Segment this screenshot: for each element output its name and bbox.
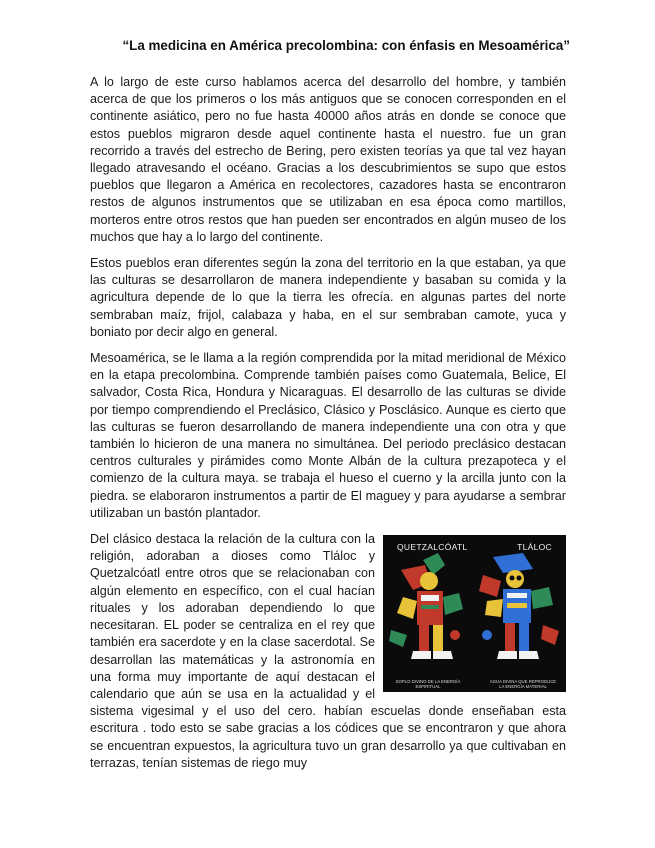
codex-figure — [383, 535, 566, 692]
quetzalcoatl-caption: SOPLO DIVINO DE LA ENERGÍA ESPIRITUAL — [395, 679, 461, 690]
paragraph-2: Estos pueblos eran diferentes según la zona del territorio en la que estaban, ya que las culturas se desarrollaron de manera independiente y basaban su comida y la agricultura depende de lo que la tierra les ofrecía. en algunas partes del norte sembraban maíz, frijol, calabaza y haba, en el sur sembraban camote, yuca y boniato por decir algo en general. — [90, 256, 566, 339]
tlaloc-caption: AGUA DIVINA QUE REPRODUCE LA ENERGÍA MATERIAL — [489, 679, 557, 690]
paragraph-4: Del clásico destaca la relación de la cultura con la religión, adoraban a dioses como Tláloc y Quetzalcóatl entre otros que se relacionaban con algún elemento en específico, con el cual hacían rituales y los adoraban dependiendo lo que necesitaran. EL poder se centraliza en el rey que también era sacerdote y en la clase sacerdotal. Se desarrollan las matemáticas y la astronomía en una forma muy importante de aquí destacan el calendario que aún se usa en la actualidad y el sistema vigesimal y el uso del cero. habían escuelas donde enseñaban esta escritura . todo esto se sabe gracias a los códices que se encontraron y que ahora se encuentran expuestos, la agricultura tuvo un gran desarrollo ya que cultivaban en terrazas, tenían sistemas de riego muy — [90, 532, 566, 770]
tlaloc-figure — [479, 553, 559, 659]
quetzalcoatl-label: QUETZALCÓATL — [397, 542, 468, 553]
quetzalcoatl-figure — [389, 553, 463, 659]
codex-illustration — [383, 535, 566, 692]
paragraph-3: Mesoamérica, se le llama a la región comprendida por la mitad meridional de México en la etapa precolombina. Comprende también países como Guatemala, Belice, El salvador, Costa Rica, Hondura y Nicaraguas. El desarrollo de las culturas se divide por tiempo comprendiendo el Preclásico, Clásico y Posclásico. Aunque es cierto que las culturas se fueron desarrollando de manera independiente una con otra y que también lo hicieron de una manera no simultánea. Del periodo preclásico destacan centros culturales y pirámides como Monte Albán de la cultura prezapoteca y el comienzo de la cultura maya. se trabaja el hueso el cuerno y la arcilla junto con la piedra. se elaboraron instrumentos a partir de El maguey y para ayudarse a sembrar utilizaban un bastón plantador. — [90, 351, 566, 520]
paragraph-4-container — [90, 531, 566, 772]
tlaloc-label: TLÁLOC — [517, 542, 552, 553]
paragraph-1: A lo largo de este curso hablamos acerca del desarrollo del hombre, y también acerca de que los primeros o los más antiguos que se conocen corresponden en el continente asiático, pero no fue hasta 40000 años atrás en donde se conoce que estos pueblos migraron desde aquel continente hasta el nuestro. fue un gran recorrido a través del estrecho de Bering, pero existen teorías ya que tal vez hayan llegado atravesando el océano. Gracias a los descubrimientos se supo que estos pueblos que llegaron a América en recolectores, cazadores hasta se encontraron restos de algunos instrumentos que se utilizaban en esa época como martillos, morteros entre otros restos que han pueden ser encontrados en algún museo de los muchos que hay a lo largo del continente. — [90, 75, 566, 244]
document-body — [90, 74, 566, 781]
document-title: “La medicina en América precolombina: con énfasis en Mesoamérica” — [122, 38, 570, 53]
